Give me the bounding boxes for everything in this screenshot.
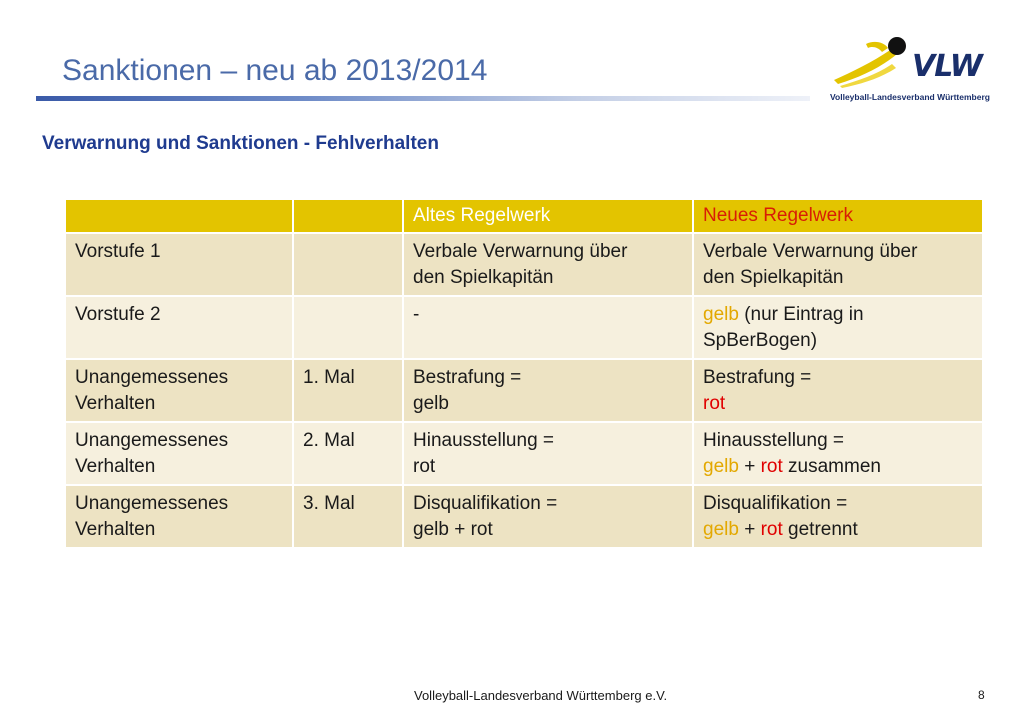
stage-cell: Unangemessenes Verhalten [65, 359, 293, 422]
count-cell: 3. Mal [293, 485, 403, 548]
stage-cell: Unangemessenes Verhalten [65, 422, 293, 485]
new-rule-cell: Bestrafung = rot [693, 359, 983, 422]
table-row [65, 296, 983, 359]
title-underline [36, 96, 810, 101]
sanctions-table [64, 198, 984, 549]
header-cell-stage [65, 199, 293, 233]
new-rule-cell: gelb (nur Eintrag in SpBerBogen) [693, 296, 983, 359]
footer-organization: Volleyball-Landesverband Württemberg e.V. [414, 688, 668, 703]
table-row [65, 422, 983, 485]
old-rule-cell: Disqualifikation = gelb + rot [403, 485, 693, 548]
count-cell [293, 233, 403, 296]
new-rule-cell: Verbale Verwarnung über den Spielkapitän [693, 233, 983, 296]
page-title: Sanktionen – neu ab 2013/2014 [62, 54, 488, 87]
logo-subtext: Volleyball-Landesverband Württemberg [830, 92, 990, 102]
table-row [65, 233, 983, 296]
table-header-row [65, 199, 983, 233]
table-row [65, 359, 983, 422]
old-rule-cell: Hinausstellung = rot [403, 422, 693, 485]
logo-wordmark: VLW [912, 49, 982, 84]
old-rule-cell: Verbale Verwarnung über den Spielkapitän [403, 233, 693, 296]
new-rule-cell: Disqualifikation = gelb + rot getrennt [693, 485, 983, 548]
stage-cell: Unangemessenes Verhalten [65, 485, 293, 548]
vlw-logo [826, 30, 992, 108]
count-cell: 1. Mal [293, 359, 403, 422]
stage-cell: Vorstufe 1 [65, 233, 293, 296]
new-rule-cell: Hinausstellung = gelb + rot zusammen [693, 422, 983, 485]
count-cell [293, 296, 403, 359]
stage-cell: Vorstufe 2 [65, 296, 293, 359]
table-row [65, 485, 983, 548]
page-number: 8 [978, 688, 985, 702]
header-cell-count [293, 199, 403, 233]
count-cell: 2. Mal [293, 422, 403, 485]
header-old-rules: Altes Regelwerk [403, 199, 693, 233]
header-new-rules: Neues Regelwerk [693, 199, 983, 233]
section-subtitle: Verwarnung und Sanktionen - Fehlverhalten [42, 133, 439, 154]
old-rule-cell: Bestrafung = gelb [403, 359, 693, 422]
old-rule-cell: - [403, 296, 693, 359]
